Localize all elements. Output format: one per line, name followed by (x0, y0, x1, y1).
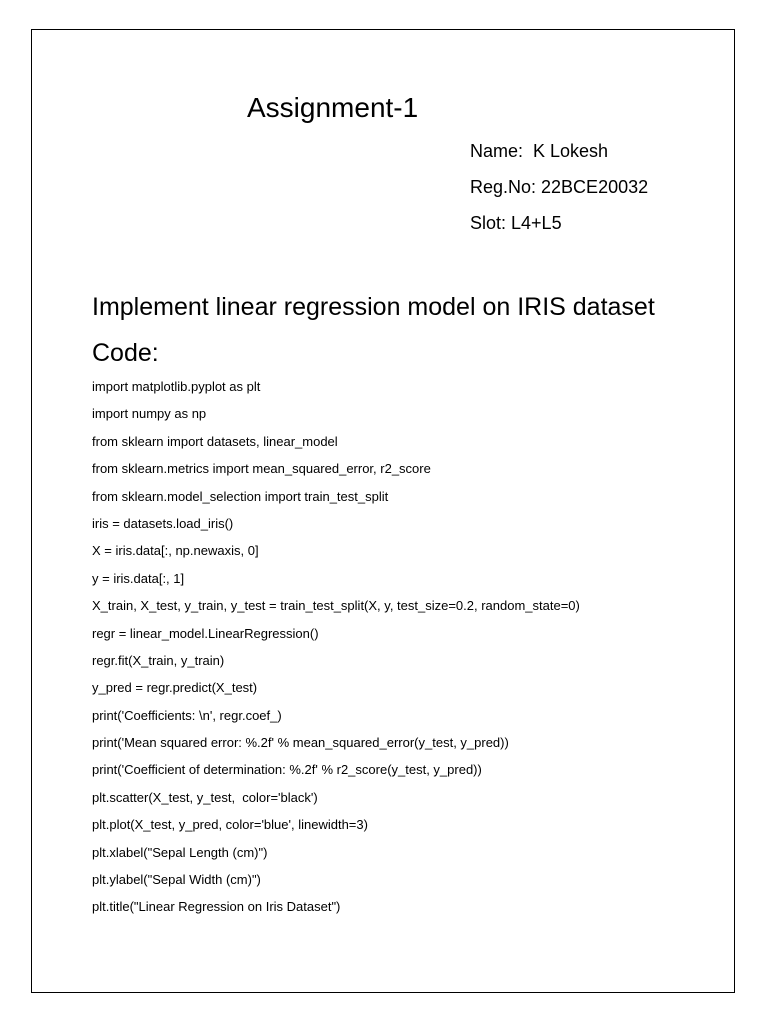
code-line: X = iris.data[:, np.newaxis, 0] (92, 543, 259, 559)
code-line: import numpy as np (92, 406, 207, 422)
code-block (92, 377, 580, 925)
code-line: X_train, X_test, y_train, y_test = train_test_split(X, y, test_size=0.2, random_state=0) (92, 598, 580, 614)
code-line: plt.ylabel("Sepal Width (cm)") (92, 872, 261, 888)
code-line: print('Coefficient of determination: %.2f' % r2_score(y_test, y_pred)) (92, 762, 482, 778)
code-line: print('Mean squared error: %.2f' % mean_squared_error(y_test, y_pred)) (92, 735, 509, 751)
code-line: import matplotlib.pyplot as plt (92, 379, 261, 394)
code-line: y_pred = regr.predict(X_test) (92, 680, 258, 696)
code-heading: Code: (92, 339, 159, 367)
code-line: from sklearn.metrics import mean_squared_error, r2_score (92, 461, 431, 477)
student-name: Name: K Lokesh (470, 141, 609, 161)
code-line: plt.scatter(X_test, y_test, color='black') (92, 789, 318, 805)
code-line: from sklearn.model_selection import train_test_split (92, 488, 389, 504)
code-line: from sklearn import datasets, linear_model (92, 433, 338, 449)
code-line: regr.fit(X_train, y_train) (92, 652, 225, 668)
document-title: Assignment-1 (247, 92, 419, 123)
registration-number: Reg.No: 22BCE20032 (470, 177, 649, 197)
code-line: regr = linear_model.LinearRegression() (92, 625, 319, 641)
code-line: plt.title("Linear Regression on Iris Dataset") (92, 899, 341, 915)
code-line: plt.xlabel("Sepal Length (cm)") (92, 844, 268, 860)
code-line: print('Coefficients: \n', regr.coef_) (92, 707, 282, 723)
code-line: y = iris.data[:, 1] (92, 570, 185, 586)
slot-info: Slot: L4+L5 (470, 213, 562, 233)
code-line: iris = datasets.load_iris() (92, 515, 234, 531)
assignment-heading: Implement linear regression model on IRIS dataset (92, 293, 655, 321)
code-line: plt.plot(X_test, y_pred, color='blue', linewidth=3) (92, 817, 368, 833)
